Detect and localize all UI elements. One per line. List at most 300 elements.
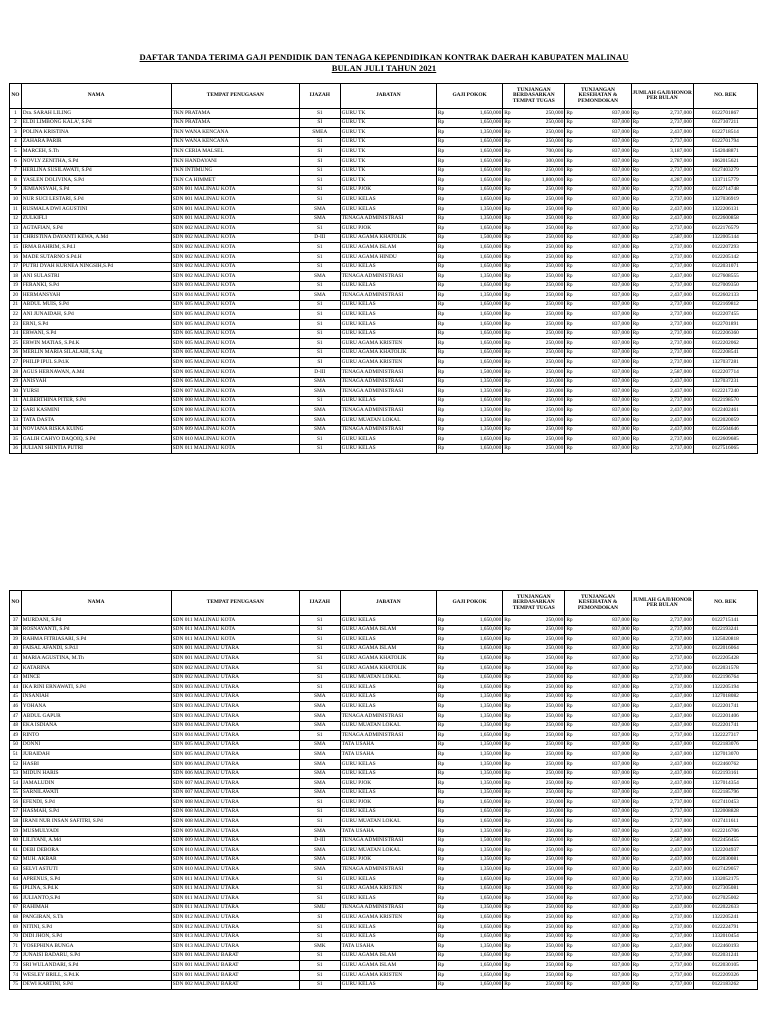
cell-jumlah: 2,737,000	[642, 329, 693, 339]
table-row	[10, 932, 758, 942]
cell-gaji-pokok: 1,350,000	[447, 291, 503, 301]
cell-jumlah: 2,437,000	[642, 204, 693, 214]
cell-ijazah: SMA	[299, 272, 340, 282]
cell-tempat-penugasan: SDN 001 MALINAU KOTA	[171, 185, 299, 195]
cell-gaji-pokok-currency: Rp	[436, 224, 447, 234]
cell-nama: Dra. SARAH LILING	[21, 109, 171, 119]
cell-ijazah: SMA	[299, 846, 340, 856]
cell-tempat-penugasan: SDN 005 MALINAU UTARA	[171, 750, 299, 760]
cell-jumlah: 2,437,000	[642, 769, 693, 779]
cell-jumlah: 2,737,000	[642, 358, 693, 368]
cell-no: 48	[10, 721, 22, 731]
cell-no-rek: 0122460762	[693, 759, 757, 769]
table-row	[10, 663, 758, 673]
cell-tunjangan-kesehatan-currency: Rp	[565, 855, 576, 865]
cell-gaji-pokok: 1,650,000	[447, 300, 503, 310]
cell-tempat-penugasan: SDN 009 MALINAU UTARA	[171, 827, 299, 837]
cell-no-rek: 1062015621	[693, 156, 757, 166]
cell-tunjangan-tempat-currency: Rp	[503, 759, 514, 769]
table-row	[10, 750, 758, 760]
cell-tunjangan-kesehatan: 837,000	[576, 932, 632, 942]
header-ijazah: IJAZAH	[299, 84, 340, 109]
table-row	[10, 865, 758, 875]
cell-tunjangan-kesehatan: 837,000	[576, 961, 632, 971]
cell-gaji-pokok: 1,650,000	[447, 435, 503, 445]
cell-tunjangan-tempat: 250,000	[513, 137, 564, 147]
cell-no-rek: 0127411611	[693, 817, 757, 827]
cell-tunjangan-kesehatan: 837,000	[576, 137, 632, 147]
cell-no: 27	[10, 358, 22, 368]
cell-tunjangan-tempat-currency: Rp	[503, 788, 514, 798]
cell-ijazah: S1	[299, 980, 340, 990]
cell-tunjangan-kesehatan: 837,000	[576, 128, 632, 138]
cell-tempat-penugasan: SDN 011 MALINAU KOTA	[171, 625, 299, 635]
cell-tunjangan-kesehatan: 837,000	[576, 865, 632, 875]
cell-jabatan: GURU AGAMA KRISTEN	[340, 884, 436, 894]
cell-no-rek: 0122609685	[693, 435, 757, 445]
cell-no: 51	[10, 750, 22, 760]
cell-nama: EFENDI, S.Pd	[21, 798, 171, 808]
cell-tunjangan-tempat: 250,000	[513, 224, 564, 234]
cell-tunjangan-kesehatan: 837,000	[576, 827, 632, 837]
cell-jumlah: 2,737,000	[642, 798, 693, 808]
cell-jabatan: TENAGA ADMINISTRASI	[340, 425, 436, 435]
cell-tunjangan-kesehatan: 837,000	[576, 692, 632, 702]
table-body-1	[10, 109, 758, 454]
cell-gaji-pokok: 1,350,000	[447, 827, 503, 837]
cell-jumlah-currency: Rp	[631, 961, 642, 971]
cell-jabatan: TENAGA ADMINISTRASI	[340, 836, 436, 846]
cell-tunjangan-tempat: 250,000	[513, 128, 564, 138]
table-row	[10, 310, 758, 320]
cell-tunjangan-kesehatan: 837,000	[576, 281, 632, 291]
cell-tunjangan-tempat-currency: Rp	[503, 416, 514, 426]
cell-tunjangan-kesehatan-currency: Rp	[565, 759, 576, 769]
cell-nama: ELDI LIMBONG KALA', S.Pd	[21, 118, 171, 128]
cell-gaji-pokok-currency: Rp	[436, 243, 447, 253]
cell-tunjangan-tempat: 250,000	[513, 233, 564, 243]
cell-tunjangan-kesehatan-currency: Rp	[565, 252, 576, 262]
cell-no: 66	[10, 894, 22, 904]
cell-tunjangan-kesehatan-currency: Rp	[565, 827, 576, 837]
cell-ijazah: S1	[299, 923, 340, 933]
cell-no-rek: 0122456455	[693, 836, 757, 846]
cell-ijazah: SMA	[299, 865, 340, 875]
cell-ijazah: S1	[299, 932, 340, 942]
cell-tunjangan-kesehatan-currency: Rp	[565, 721, 576, 731]
cell-jabatan: TENAGA ADMINISTRASI	[340, 731, 436, 741]
cell-tunjangan-kesehatan-currency: Rp	[565, 156, 576, 166]
cell-gaji-pokok-currency: Rp	[436, 204, 447, 214]
cell-gaji-pokok-currency: Rp	[436, 425, 447, 435]
cell-jumlah: 2,737,000	[642, 932, 693, 942]
cell-jabatan: GURU PJOK	[340, 224, 436, 234]
header-jabatan: JABATAN	[340, 591, 436, 616]
cell-jabatan: TENAGA ADMINISTRASI	[340, 214, 436, 224]
cell-jumlah: 2,737,000	[642, 884, 693, 894]
cell-tempat-penugasan: SDN 011 MALINAU KOTA	[171, 444, 299, 454]
cell-tunjangan-kesehatan: 837,000	[576, 894, 632, 904]
cell-tempat-penugasan: SDN 002 MALINAU UTARA	[171, 663, 299, 673]
cell-no-rek: 0122216706	[693, 827, 757, 837]
cell-gaji-pokok-currency: Rp	[436, 740, 447, 750]
cell-tunjangan-kesehatan: 837,000	[576, 300, 632, 310]
cell-gaji-pokok: 1,650,000	[447, 147, 503, 157]
cell-no: 35	[10, 435, 22, 445]
cell-tunjangan-kesehatan: 837,000	[576, 176, 632, 186]
cell-tunjangan-tempat: 250,000	[513, 272, 564, 282]
cell-tunjangan-tempat: 250,000	[513, 291, 564, 301]
table-row	[10, 673, 758, 683]
cell-tunjangan-kesehatan: 837,000	[576, 195, 632, 205]
cell-jabatan: GURU AGAMA ISLAM	[340, 625, 436, 635]
cell-no: 31	[10, 396, 22, 406]
cell-tunjangan-tempat-currency: Rp	[503, 444, 514, 454]
cell-jumlah: 2,737,000	[642, 663, 693, 673]
cell-jumlah: 2,437,000	[642, 291, 693, 301]
cell-tunjangan-kesehatan: 837,000	[576, 233, 632, 243]
header-nama: NAMA	[21, 591, 171, 616]
cell-tunjangan-tempat: 250,000	[513, 252, 564, 262]
cell-tunjangan-kesehatan: 837,000	[576, 913, 632, 923]
payroll-table-2	[9, 590, 758, 990]
cell-jumlah-currency: Rp	[631, 702, 642, 712]
cell-tunjangan-kesehatan: 837,000	[576, 807, 632, 817]
cell-gaji-pokok: 1,350,000	[447, 721, 503, 731]
cell-tunjangan-tempat-currency: Rp	[503, 779, 514, 789]
cell-tempat-penugasan: SDN 008 MALINAU KOTA	[171, 406, 299, 416]
cell-tunjangan-kesehatan: 837,000	[576, 702, 632, 712]
cell-tunjangan-tempat-currency: Rp	[503, 894, 514, 904]
cell-ijazah: D-III	[299, 368, 340, 378]
cell-gaji-pokok: 1,650,000	[447, 348, 503, 358]
cell-tunjangan-kesehatan-currency: Rp	[565, 923, 576, 933]
cell-tunjangan-kesehatan: 837,000	[576, 185, 632, 195]
cell-jumlah-currency: Rp	[631, 683, 642, 693]
cell-gaji-pokok: 1,350,000	[447, 750, 503, 760]
table-row	[10, 769, 758, 779]
cell-jumlah-currency: Rp	[631, 176, 642, 186]
cell-no-rek: 0122206360	[693, 329, 757, 339]
cell-jabatan: GURU PJOK	[340, 798, 436, 808]
cell-tunjangan-kesehatan-currency: Rp	[565, 281, 576, 291]
table-row	[10, 654, 758, 664]
cell-tunjangan-kesehatan-currency: Rp	[565, 970, 576, 980]
cell-jumlah-currency: Rp	[631, 970, 642, 980]
cell-tunjangan-tempat-currency: Rp	[503, 339, 514, 349]
cell-jumlah: 2,737,000	[642, 635, 693, 645]
cell-jumlah-currency: Rp	[631, 137, 642, 147]
cell-jumlah: 2,737,000	[642, 262, 693, 272]
cell-jumlah: 2,437,000	[642, 214, 693, 224]
cell-tunjangan-kesehatan: 837,000	[576, 320, 632, 330]
cell-ijazah: S1	[299, 616, 340, 626]
cell-gaji-pokok: 1,350,000	[447, 204, 503, 214]
cell-tunjangan-kesehatan: 837,000	[576, 855, 632, 865]
cell-jabatan: TATA USAHA	[340, 827, 436, 837]
cell-gaji-pokok-currency: Rp	[436, 435, 447, 445]
cell-tunjangan-kesehatan: 837,000	[576, 951, 632, 961]
cell-tunjangan-tempat-currency: Rp	[503, 137, 514, 147]
cell-gaji-pokok: 1,350,000	[447, 406, 503, 416]
cell-no-rek: 0122701867	[693, 109, 757, 119]
cell-nama: PANGIRAN, S.Th	[21, 913, 171, 923]
cell-tunjangan-tempat: 250,000	[513, 644, 564, 654]
cell-ijazah: S1	[299, 625, 340, 635]
cell-tunjangan-kesehatan: 837,000	[576, 759, 632, 769]
cell-no-rek: 0122201741	[693, 702, 757, 712]
cell-jabatan: GURU KELAS	[340, 329, 436, 339]
cell-gaji-pokok: 1,650,000	[447, 195, 503, 205]
cell-gaji-pokok-currency: Rp	[436, 272, 447, 282]
cell-no: 74	[10, 970, 22, 980]
cell-ijazah: S1	[299, 435, 340, 445]
cell-tunjangan-tempat-currency: Rp	[503, 721, 514, 731]
cell-no-rek: 0122201741	[693, 721, 757, 731]
cell-nama: MINCE	[21, 673, 171, 683]
cell-no: 33	[10, 416, 22, 426]
cell-ijazah: S1	[299, 731, 340, 741]
cell-nama: PHILIP IPUL S.Pd.K	[21, 358, 171, 368]
cell-tunjangan-kesehatan: 837,000	[576, 109, 632, 119]
cell-jabatan: GURU KELAS	[340, 320, 436, 330]
cell-tempat-penugasan: SDN 003 MALINAU UTARA	[171, 702, 299, 712]
cell-tunjangan-kesehatan-currency: Rp	[565, 214, 576, 224]
cell-gaji-pokok: 1,350,000	[447, 425, 503, 435]
cell-jumlah-currency: Rp	[631, 214, 642, 224]
cell-jabatan: TENAGA ADMINISTRASI	[340, 865, 436, 875]
cell-tunjangan-tempat-currency: Rp	[503, 320, 514, 330]
cell-gaji-pokok-currency: Rp	[436, 635, 447, 645]
cell-gaji-pokok: 1,650,000	[447, 644, 503, 654]
cell-jabatan: TENAGA ADMINISTRASI	[340, 291, 436, 301]
cell-gaji-pokok: 1,650,000	[447, 156, 503, 166]
cell-no: 3	[10, 128, 22, 138]
cell-no: 41	[10, 654, 22, 664]
cell-gaji-pokok-currency: Rp	[436, 692, 447, 702]
cell-jabatan: TATA USAHA	[340, 750, 436, 760]
cell-tunjangan-tempat: 250,000	[513, 884, 564, 894]
cell-tempat-penugasan: SDN 010 MALINAU KOTA	[171, 435, 299, 445]
cell-nama: RUSMALA DWI AGUSTINI	[21, 204, 171, 214]
cell-no-rek: 0122207455	[693, 310, 757, 320]
cell-tempat-penugasan: SDN 005 MALINAU KOTA	[171, 300, 299, 310]
cell-tempat-penugasan: SDN 008 MALINAU KOTA	[171, 396, 299, 406]
cell-tunjangan-kesehatan: 837,000	[576, 654, 632, 664]
cell-ijazah: S1	[299, 137, 340, 147]
payroll-table-1	[9, 83, 758, 454]
cell-no: 15	[10, 243, 22, 253]
cell-tunjangan-kesehatan-currency: Rp	[565, 913, 576, 923]
cell-tunjangan-kesehatan-currency: Rp	[565, 711, 576, 721]
cell-no: 44	[10, 683, 22, 693]
cell-tempat-penugasan: SDN 011 MALINAU UTARA	[171, 903, 299, 913]
cell-ijazah: S1	[299, 807, 340, 817]
cell-tunjangan-kesehatan: 837,000	[576, 272, 632, 282]
cell-no-rek: 0122193241	[693, 625, 757, 635]
cell-jumlah-currency: Rp	[631, 644, 642, 654]
cell-tempat-penugasan: SDN 002 MALINAU KOTA	[171, 262, 299, 272]
cell-tunjangan-tempat-currency: Rp	[503, 214, 514, 224]
cell-tunjangan-kesehatan: 837,000	[576, 262, 632, 272]
cell-gaji-pokok-currency: Rp	[436, 846, 447, 856]
cell-tempat-penugasan: SDN 002 MALINAU KOTA	[171, 272, 299, 282]
cell-jumlah: 2,737,000	[642, 195, 693, 205]
cell-tunjangan-tempat: 250,000	[513, 702, 564, 712]
cell-nama: HERMANSYAH	[21, 291, 171, 301]
cell-jumlah: 2,437,000	[642, 903, 693, 913]
cell-no-rek: 0122193161	[693, 769, 757, 779]
cell-no-rek: 0122205142	[693, 252, 757, 262]
cell-gaji-pokok-currency: Rp	[436, 711, 447, 721]
cell-nama: YOHANA	[21, 702, 171, 712]
cell-no: 18	[10, 272, 22, 282]
cell-tunjangan-kesehatan: 837,000	[576, 836, 632, 846]
table-row	[10, 243, 758, 253]
cell-tempat-penugasan: SDN 008 MALINAU UTARA	[171, 807, 299, 817]
cell-tunjangan-tempat-currency: Rp	[503, 281, 514, 291]
cell-tunjangan-tempat-currency: Rp	[503, 663, 514, 673]
cell-tempat-penugasan: SDN 012 MALINAU UTARA	[171, 913, 299, 923]
table-row	[10, 721, 758, 731]
cell-tempat-penugasan: SDN 005 MALINAU KOTA	[171, 310, 299, 320]
cell-nama: JAMALUDIN	[21, 779, 171, 789]
cell-nama: APRENUS, S.Pd	[21, 875, 171, 885]
cell-tunjangan-tempat-currency: Rp	[503, 702, 514, 712]
cell-no: 10	[10, 195, 22, 205]
cell-no-rek: 1322205241	[693, 913, 757, 923]
cell-gaji-pokok-currency: Rp	[436, 875, 447, 885]
cell-tunjangan-kesehatan: 837,000	[576, 673, 632, 683]
cell-ijazah: SI	[299, 913, 340, 923]
cell-tunjangan-tempat-currency: Rp	[503, 875, 514, 885]
cell-nama: DEWI KARTINI, S.Pd	[21, 980, 171, 990]
cell-jabatan: TATA USAHA	[340, 740, 436, 750]
cell-jumlah-currency: Rp	[631, 387, 642, 397]
cell-jumlah: 2,737,000	[642, 654, 693, 664]
cell-jabatan: GURU AGAMA KHATOLIK	[340, 654, 436, 664]
cell-tunjangan-kesehatan-currency: Rp	[565, 817, 576, 827]
cell-ijazah: S1	[299, 195, 340, 205]
cell-tunjangan-tempat: 250,000	[513, 740, 564, 750]
cell-tempat-penugasan: SDN 005 MALINAU KOTA	[171, 329, 299, 339]
cell-gaji-pokok: 1,350,000	[447, 788, 503, 798]
cell-gaji-pokok: 1,350,000	[447, 759, 503, 769]
cell-tunjangan-tempat-currency: Rp	[503, 329, 514, 339]
cell-no-rek: 0122209326	[693, 970, 757, 980]
cell-jumlah: 2,737,000	[642, 961, 693, 971]
cell-jumlah: 2,437,000	[642, 788, 693, 798]
cell-jumlah: 2,737,000	[642, 923, 693, 933]
cell-tunjangan-kesehatan-currency: Rp	[565, 932, 576, 942]
cell-tunjangan-tempat-currency: Rp	[503, 156, 514, 166]
table-row	[10, 329, 758, 339]
cell-tunjangan-tempat: 250,000	[513, 406, 564, 416]
header-no-rek: NO. REK	[693, 591, 757, 616]
cell-jumlah: 2,437,000	[642, 750, 693, 760]
cell-tunjangan-kesehatan: 837,000	[576, 884, 632, 894]
cell-gaji-pokok: 1,350,000	[447, 128, 503, 138]
cell-jumlah-currency: Rp	[631, 788, 642, 798]
cell-tempat-penugasan: SDN 010 MALINAU UTARA	[171, 846, 299, 856]
cell-jumlah: 2,437,000	[642, 711, 693, 721]
cell-jumlah-currency: Rp	[631, 817, 642, 827]
cell-nama: SARNILAWATI	[21, 788, 171, 798]
cell-jumlah: 2,437,000	[642, 425, 693, 435]
table-row	[10, 368, 758, 378]
cell-tunjangan-tempat-currency: Rp	[503, 204, 514, 214]
cell-jabatan: GURU KELAS	[340, 262, 436, 272]
cell-gaji-pokok-currency: Rp	[436, 788, 447, 798]
cell-jumlah-currency: Rp	[631, 128, 642, 138]
cell-nama: ABDUL GAPUR	[21, 711, 171, 721]
cell-tunjangan-kesehatan-currency: Rp	[565, 176, 576, 186]
table-row	[10, 942, 758, 952]
cell-gaji-pokok: 1,650,000	[447, 961, 503, 971]
cell-tempat-penugasan: SDN 005 MALINAU KOTA	[171, 320, 299, 330]
cell-nama: DONNI	[21, 740, 171, 750]
cell-tempat-penugasan: SDN 005 MALINAU KOTA	[171, 348, 299, 358]
cell-jumlah: 2,737,000	[642, 252, 693, 262]
cell-jabatan: GURU KELAS	[340, 894, 436, 904]
cell-no: 34	[10, 425, 22, 435]
cell-jumlah-currency: Rp	[631, 406, 642, 416]
cell-jumlah: 2,737,000	[642, 673, 693, 683]
cell-gaji-pokok: 1,650,000	[447, 913, 503, 923]
cell-gaji-pokok: 1,650,000	[447, 932, 503, 942]
cell-tunjangan-tempat: 250,000	[513, 320, 564, 330]
cell-nama: RINTO	[21, 731, 171, 741]
cell-tunjangan-tempat-currency: Rp	[503, 233, 514, 243]
cell-no-rek: 1332052175	[693, 875, 757, 885]
cell-jabatan: GURU TK	[340, 109, 436, 119]
cell-gaji-pokok-currency: Rp	[436, 416, 447, 426]
cell-gaji-pokok: 1,350,000	[447, 903, 503, 913]
cell-tempat-penugasan: SDN 011 MALINAU KOTA	[171, 616, 299, 626]
cell-tunjangan-tempat: 250,000	[513, 827, 564, 837]
cell-ijazah: SI	[299, 156, 340, 166]
cell-no-rek: 0122715141	[693, 616, 757, 626]
cell-tunjangan-tempat-currency: Rp	[503, 740, 514, 750]
cell-tunjangan-tempat-currency: Rp	[503, 980, 514, 990]
cell-jumlah: 2,737,000	[642, 166, 693, 176]
cell-tunjangan-tempat: 250,000	[513, 243, 564, 253]
cell-jumlah: 2,437,000	[642, 942, 693, 952]
cell-no: 38	[10, 625, 22, 635]
cell-tunjangan-tempat-currency: Rp	[503, 932, 514, 942]
cell-tunjangan-tempat-currency: Rp	[503, 243, 514, 253]
cell-no: 69	[10, 923, 22, 933]
cell-tempat-penugasan: SDN 001 MALINAU KOTA	[171, 195, 299, 205]
cell-tunjangan-tempat-currency: Rp	[503, 616, 514, 626]
cell-no-rek: 0122183262	[693, 980, 757, 990]
table-row	[10, 884, 758, 894]
cell-jumlah-currency: Rp	[631, 204, 642, 214]
header-no: NO	[10, 591, 22, 616]
cell-jumlah: 2,737,000	[642, 348, 693, 358]
header-no: NO	[10, 84, 22, 109]
cell-jumlah-currency: Rp	[631, 166, 642, 176]
cell-jumlah-currency: Rp	[631, 779, 642, 789]
cell-ijazah: D-III	[299, 233, 340, 243]
table-row	[10, 291, 758, 301]
cell-jabatan: GURU KELAS	[340, 788, 436, 798]
cell-no-rek: 0122022633	[693, 903, 757, 913]
table-row	[10, 224, 758, 234]
cell-tempat-penugasan: SDN 013 MALINAU UTARA	[171, 932, 299, 942]
cell-no-rek: 0122031071	[693, 262, 757, 272]
cell-tunjangan-kesehatan: 837,000	[576, 798, 632, 808]
